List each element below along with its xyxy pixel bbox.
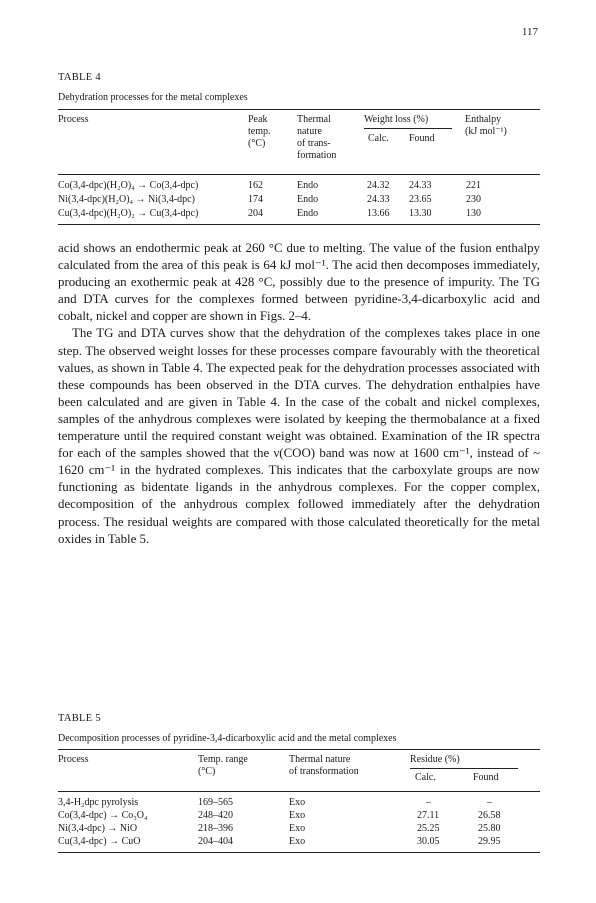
table4-header-calc: Calc.: [368, 133, 389, 144]
table5-cell-range: 204–404: [198, 836, 233, 847]
paragraph-2: The TG and DTA curves show that the dehydration of the complexes takes place in one step. The observed weight losses for these processes compare favourably with the theoretical values, as shown in Table 4. The expected peak for the dehydration processes associated with these compounds has been observed in the DTA curves. The dehydration enthalpies have been calculated and are given in Table 4. In the case of the cobalt and nickel complexes, samples of the anhydrous complexes were isolated by keeping the thermobalance at a fixed temperature until the required constant weight was obtained. Examination of the IR spectra for each of the samples showed that the ν(COO) band was now at 1600 cm⁻¹, instead of ~ 1620 cm⁻¹ in the hydrated complexes. This indicates that the carboxylate groups are now functioning as bidentate ligands in the anhydrous complexes. For the copper complex, decomposition of the anhydrous complex followed immediately after the dehydration process. The residual weights are compared with those calculated theoretically for the metal oxides in Table 5.: [58, 326, 540, 546]
table4-caption: Dehydration processes for the metal complexes: [58, 92, 248, 103]
table4-cell-found: 23.65: [409, 194, 432, 205]
table5-header-calc: Calc.: [415, 772, 436, 783]
table4-cell-found: 13.30: [409, 208, 432, 219]
table4-cell-peak: 174: [248, 194, 263, 205]
table4-cell-calc: 13.66: [367, 208, 390, 219]
table5-cell-found: 25.80: [478, 823, 501, 834]
table5-header-thermal: Thermal nature of transformation: [289, 754, 359, 777]
table4-header-rule: [58, 174, 540, 175]
table4-cell-process: Cu(3,4-dpc)(H₂O)₂ → Cu(3,4-dpc): [58, 208, 199, 219]
table5-label: TABLE 5: [58, 713, 101, 724]
table5-cell-nature: Exo: [289, 836, 306, 847]
table5-cell-nature: Exo: [289, 797, 306, 808]
page-number: 117: [521, 26, 538, 38]
table5-caption: Decomposition processes of pyridine-3,4-dicarboxylic acid and the metal complexes: [58, 733, 397, 744]
table4-cell-enthalpy: 230: [466, 194, 481, 205]
table4-cell-calc: 24.33: [367, 194, 390, 205]
table5-header-rule: [58, 791, 540, 792]
table4-cell-found: 24.33: [409, 180, 432, 191]
table4-cell-enthalpy: 130: [466, 208, 481, 219]
table5-bottom-rule: [58, 852, 540, 853]
table4-cell-nature: Endo: [297, 180, 319, 191]
table5-cell-found: 29.95: [478, 836, 501, 847]
table4-cell-enthalpy: 221: [466, 180, 481, 191]
table4-header-enthalpy: Enthalpy (kJ mol⁻¹): [465, 114, 507, 137]
table4-cell-peak: 162: [248, 180, 263, 191]
body-text: [58, 240, 540, 548]
table5-cell-process: Co(3,4-dpc) → Co₃O₄: [58, 810, 148, 821]
table4-cell-process: Ni(3,4-dpc)(H₂O)₄ → Ni(3,4-dpc): [58, 194, 195, 205]
table5-cell-range: 248–420: [198, 810, 233, 821]
table5-header-temp-range: Temp. range (°C): [198, 754, 248, 777]
table5-cell-calc: 30.05: [417, 836, 440, 847]
paragraph-1: acid shows an endothermic peak at 260 °C due to melting. The value of the fusion enthalpy calculated from the area of this peak is 64 kJ mol⁻¹. The acid then decomposes immediately, producing an exothermic peak at 428 °C, possibly due to the presence of impurity. The TG and DTA curves for the complexes formed between pyridine-3,4-dicarboxylic acid and cobalt, nickel and copper are shown in Figs. 2–4.: [58, 241, 540, 324]
table4-cell-peak: 204: [248, 208, 263, 219]
table5-cell-range: 218–396: [198, 823, 233, 834]
table5-header-process: Process: [58, 754, 89, 765]
table5-cell-process: Cu(3,4-dpc) → CuO: [58, 836, 141, 847]
table5-top-rule: [58, 749, 540, 750]
table5-cell-calc: –: [426, 797, 431, 808]
table5-cell-calc: 25.25: [417, 823, 440, 834]
table5-cell-process: Ni(3,4-dpc) → NiO: [58, 823, 138, 834]
table4-bottom-rule: [58, 224, 540, 225]
table5-header-found: Found: [473, 772, 499, 783]
table4-cell-process: Co(3,4-dpc)(H₂O)₄ → Co(3,4-dpc): [58, 180, 199, 191]
table5-cell-found: –: [487, 797, 492, 808]
table4-header-found: Found: [409, 133, 435, 144]
table5-cell-nature: Exo: [289, 810, 306, 821]
table4-cell-nature: Endo: [297, 194, 319, 205]
table4-label: TABLE 4: [58, 72, 101, 83]
table4-header-peak-temp: Peak temp. (°C): [248, 114, 271, 149]
table4-cell-calc: 24.32: [367, 180, 390, 191]
table5-cell-range: 169–565: [198, 797, 233, 808]
table5-cell-calc: 27.11: [417, 810, 440, 821]
table4-weight-loss-rule: [364, 128, 452, 129]
table4-header-weight-loss: Weight loss (%): [364, 114, 429, 125]
table4-cell-nature: Endo: [297, 208, 319, 219]
table4-top-rule: [58, 109, 540, 110]
table5-header-residue: Residue (%): [410, 754, 460, 765]
table4-header-process: Process: [58, 114, 89, 125]
table5-cell-process: 3,4-H₂dpc pyrolysis: [58, 797, 139, 808]
table4-header-thermal-nature: Thermal nature of trans- formation: [297, 114, 337, 161]
table5-cell-found: 26.58: [478, 810, 501, 821]
table5-cell-nature: Exo: [289, 823, 306, 834]
table5-residue-rule: [410, 768, 518, 769]
